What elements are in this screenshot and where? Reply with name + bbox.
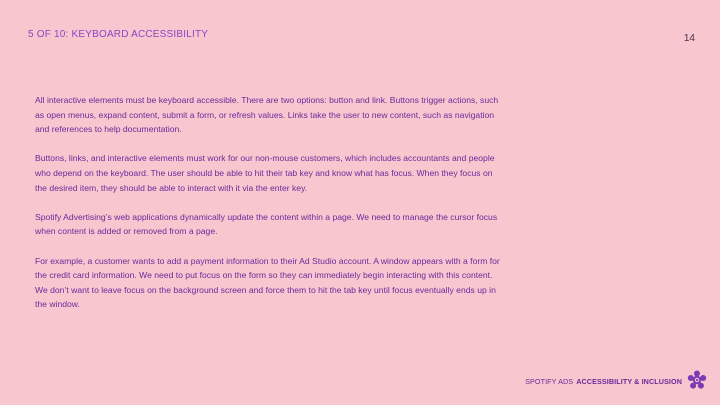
- paragraph-4: For example, a customer wants to add a payment information to their Ad Studio account. A window appears with a form for the credit card information. We need to put focus on the form so they can immediately begin interacting with this content. We don’t want to leave focus on the background screen and force them to hit the tab key until focus eventually ends up in the window.: [35, 255, 500, 310]
- footer-title: ACCESSIBILITY & INCLUSION: [576, 377, 682, 386]
- footer-brand: SPOTIFY ADS: [525, 377, 574, 386]
- paragraph-3: Spotify Advertising’s web applications dynamically update the content within a page. We need to manage the cursor focus when content is added or removed from a page.: [35, 211, 498, 237]
- page-number: 14: [683, 33, 695, 44]
- paragraph-1: All interactive elements must be keyboard accessible. There are two options: button and link. Buttons trigger actions, such as open menus, expand content, submit a form, or refresh values. Links take the user to new content, such as navigation and references to help documentation.: [35, 95, 499, 135]
- flower-badge-icon: [687, 370, 707, 390]
- footer: [525, 377, 682, 386]
- body-text: [35, 93, 505, 327]
- section-label: 5 OF 10: KEYBOARD ACCESSIBILITY: [28, 29, 209, 40]
- paragraph-2: Buttons, links, and interactive elements must work for our non-mouse customers, which includes accountants and people who depend on the keyboard. The user should be able to hit their tab key and know what has focus. When they focus on the desired item, they should be able to interact with it via the enter key.: [35, 153, 495, 193]
